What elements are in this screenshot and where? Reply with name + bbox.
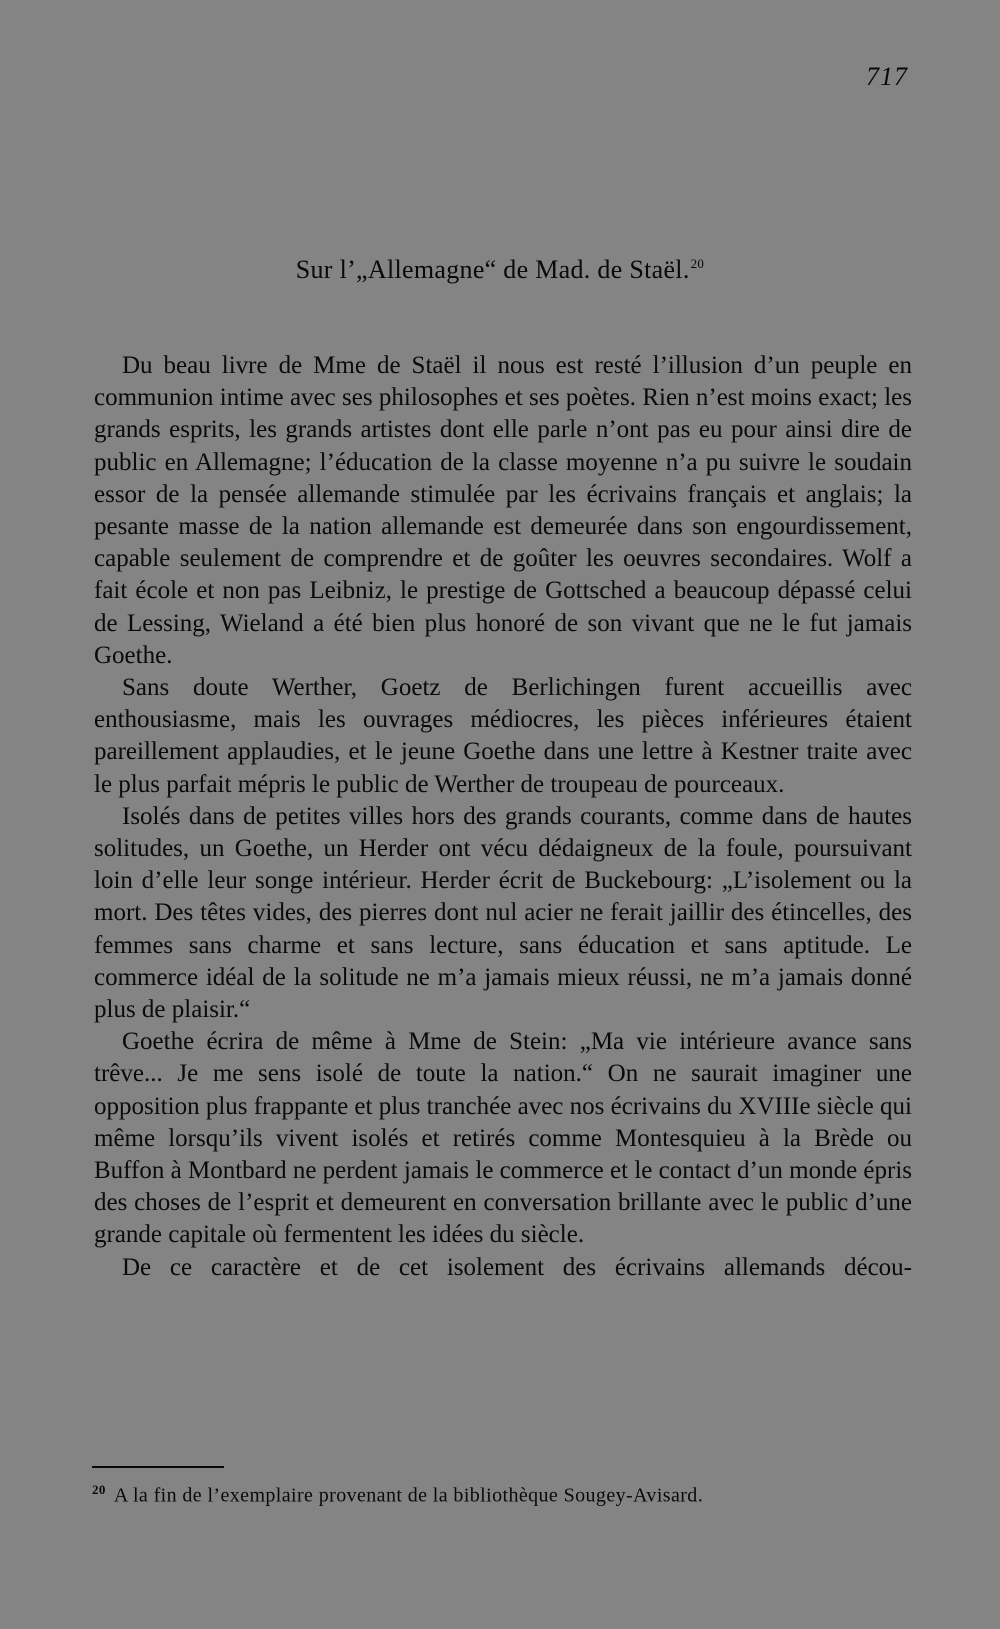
page-title — [0, 255, 1000, 285]
page-title-text: Sur l’„Allemagne“ de Mad. de Staël. — [295, 255, 690, 284]
footnote-divider — [92, 1466, 224, 1468]
paragraph-5: De ce caractère et de cet isolement des écrivains allemands décou- — [122, 1253, 912, 1281]
body-text — [94, 350, 912, 1284]
paragraph-3: Isolés dans de petites villes hors des grands courants, comme dans de hautes solitudes, un Goethe, un Herder ont vécu dédaigneux de la foule, poursuivant loin d’elle leur songe intérieur. Herder écrit de Buckebourg: „L’isolement ou la mort. Des têtes vides, des pierres dont nul acier ne ferait jaillir des étincelles, des femmes sans charme et sans lecture, sans éducation et sans aptitude. Le commerce idéal de la solitude ne m’a jamais mieux réussi, ne m’a jamais donné plus de plaisir.“ — [94, 802, 912, 1024]
paragraph-4: Goethe écrira de même à Mme de Stein: „Ma vie intérieure avance sans trêve... Je me sens isolé de toute la nation.“ On ne saurait imaginer une opposition plus frappante et plus tranchée avec nos écrivains du XVIIIe siècle qui même lorsqu’ils vivent isolés et retirés comme Montesquieu à la Brède ou Buffon à Montbard ne perdent jamais le commerce et le contact d’un monde épris des choses de l’esprit et demeurent en conversation brillante avec le public d’une grande capitale où fermentent les idées du siècle. — [94, 1028, 913, 1249]
paragraph-1: Du beau livre de Mme de Staël il nous est resté l’illusion d’un peuple en communion intime avec ses philosophes et ses poètes. Rien n’est moins exact; les grands esprits, les grands artistes dont elle parle n’ont pas eu pour ainsi dire de public en Allemagne; l’éducation de la classe moyenne n’a pu suivre le soudain essor de la pensée allemande stimulée par les écrivains français et anglais; la pesante masse de la nation allemande est demeurée dans son engourdissement, capable seulement de comprendre et de goûter les oeuvres secondaires. Wolf a fait école et non pas Leibniz, le prestige de Gottsched a beaucoup dépassé celui de Lessing, Wieland a été bien plus honoré de son vivant que ne le fut jamais Goethe. — [94, 352, 912, 669]
footnote-mark: 20 — [92, 1482, 106, 1497]
paragraph-2: Sans doute Werther, Goetz de Berlichingen furent accueillis avec enthousiasme, mais les ouvrages médiocres, les pièces inférieures étaient pareillement applaudies, et le jeune Goethe dans une lettre à Kestner traite avec le plus parfait mépris le public de Werther de troupeau de pourceaux. — [94, 674, 912, 798]
footnote-text: A la fin de l’exemplaire provenant de la bibliothèque Sougey-Avisard. — [113, 1484, 704, 1507]
title-footnote-ref: 20 — [690, 256, 705, 272]
footnote — [92, 1482, 912, 1508]
page-number: 717 — [866, 62, 908, 91]
